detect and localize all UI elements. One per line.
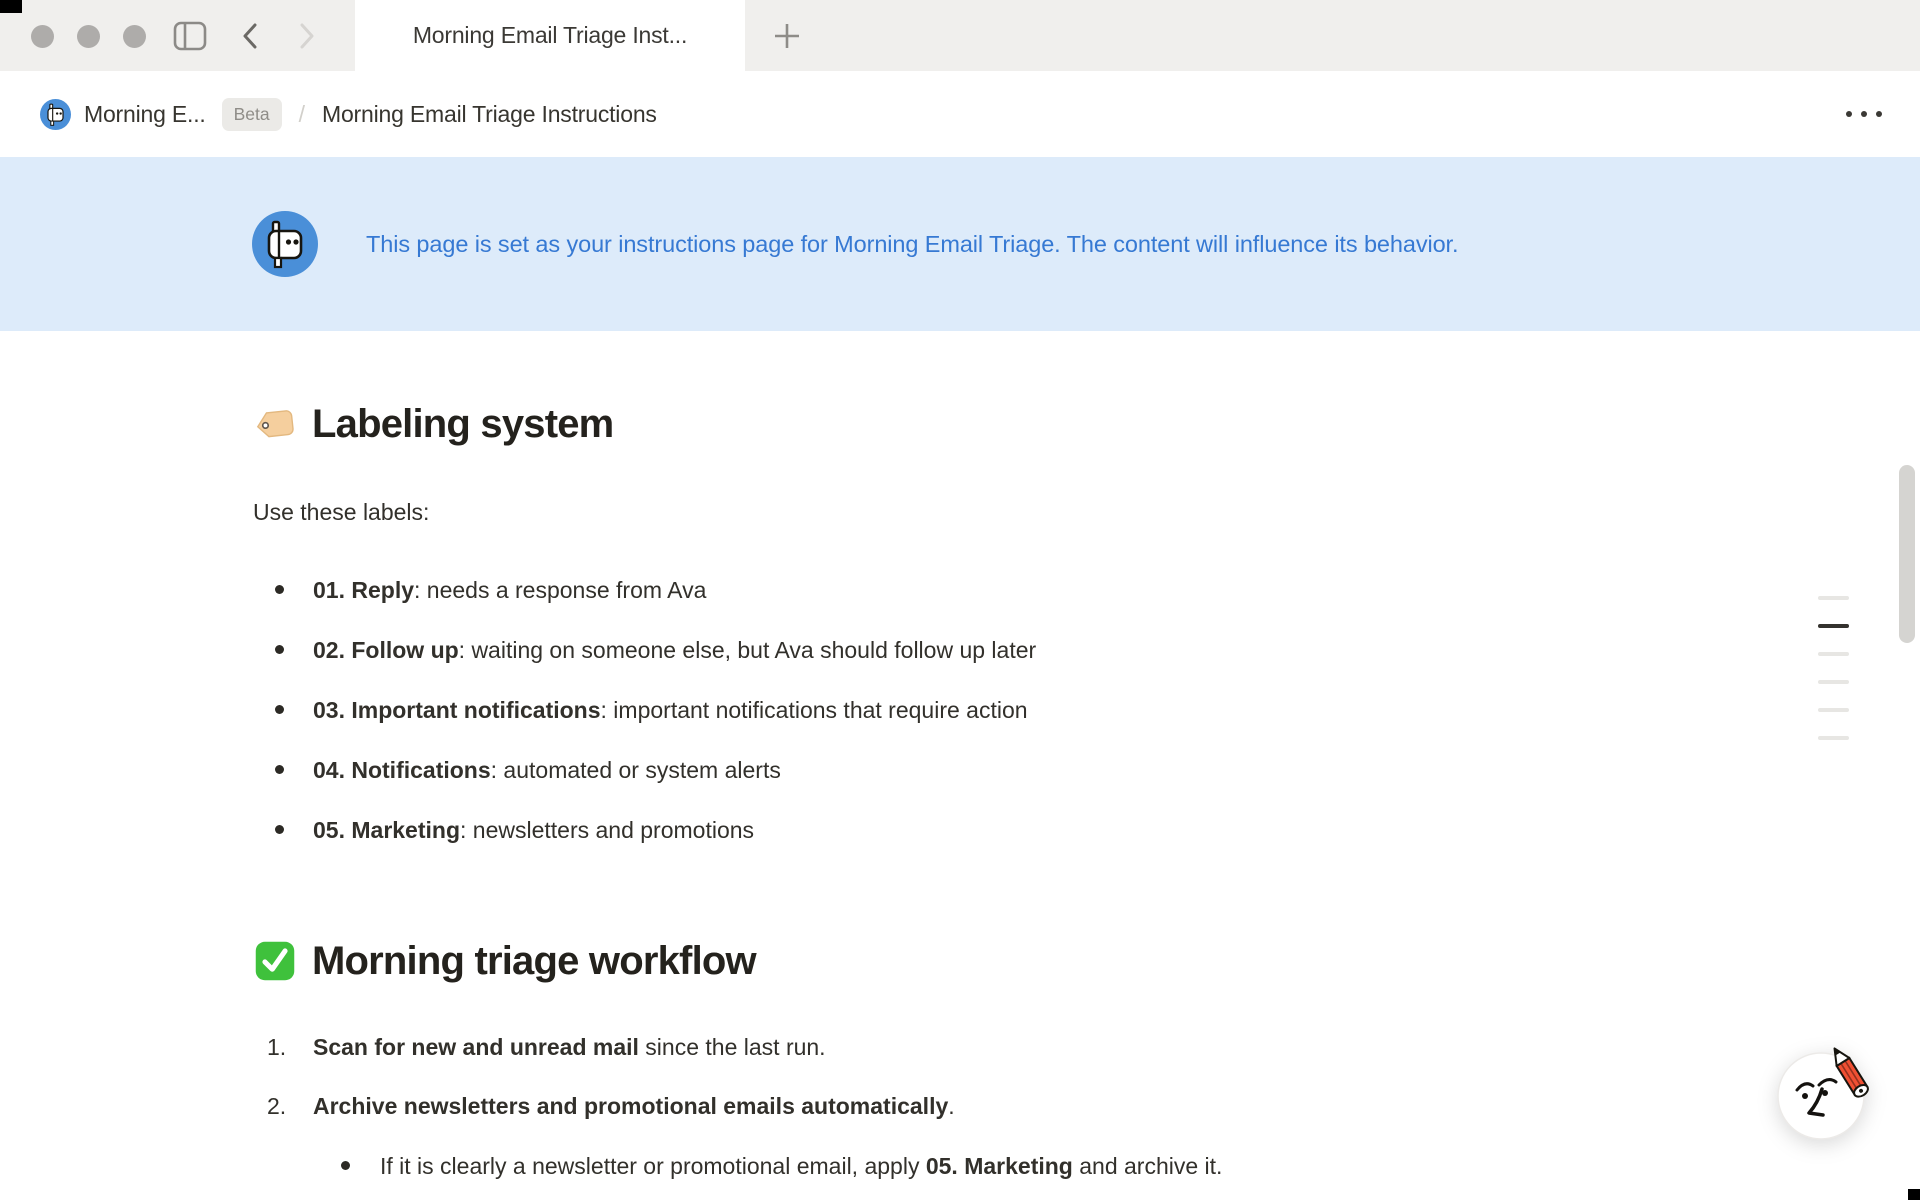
workflow-list <box>253 1032 1733 1181</box>
outline-line[interactable] <box>1818 736 1849 740</box>
chevron-right-icon <box>299 23 315 49</box>
heading-text: Labeling system <box>312 401 614 446</box>
more-options-button[interactable] <box>1840 105 1888 123</box>
bullet-dot <box>275 585 284 594</box>
bullet-dot <box>275 765 284 774</box>
numbered-item[interactable]: 1. Scan for new and unread mail since the last run. <box>267 1034 826 1060</box>
breadcrumb <box>0 71 1920 157</box>
sidebar-toggle-icon <box>173 21 207 51</box>
outline-line[interactable] <box>1818 596 1849 600</box>
bullet-dot <box>275 705 284 714</box>
pencil-doodle-icon <box>1777 1052 1865 1140</box>
bullet-dot <box>275 645 284 654</box>
ellipsis-icon <box>1846 111 1852 117</box>
list-item[interactable]: 03. Important notifications: important notifications that require action <box>253 695 1733 725</box>
list-item[interactable]: 05. Marketing: newsletters and promotions <box>253 815 1733 845</box>
list-item[interactable]: 04. Notifications: automated or system alerts <box>253 755 1733 785</box>
mailbox-app-icon[interactable] <box>40 99 71 130</box>
outline-line[interactable] <box>1818 652 1849 656</box>
list-item[interactable]: 01. Reply: needs a response from Ava <box>253 575 1733 605</box>
breadcrumb-separator: / <box>298 100 305 127</box>
check-mark-emoji-icon <box>253 939 297 983</box>
callout-text[interactable]: This page is set as your instructions page for Morning Email Triage. The content will influence its behavior. <box>366 231 1459 257</box>
numbered-item[interactable]: 2. Archive newsletters and promotional emails automatically. <box>267 1093 955 1119</box>
scrollbar-thumb[interactable] <box>1899 465 1915 643</box>
plus-icon <box>773 22 801 50</box>
beta-badge: Beta <box>222 98 282 131</box>
section-heading-morning-triage-workflow[interactable] <box>253 935 1733 987</box>
heading-text: Morning triage workflow <box>312 938 756 983</box>
outline-line[interactable] <box>1818 680 1849 684</box>
zoom-window-button[interactable] <box>123 25 146 48</box>
minimize-window-button[interactable] <box>77 25 100 48</box>
screen-artifact-bottom-right <box>1908 1189 1920 1200</box>
window-controls <box>31 25 146 48</box>
chevron-left-icon <box>242 23 258 49</box>
outline-indicator <box>1818 596 1850 764</box>
sidebar-toggle-button[interactable] <box>172 0 208 71</box>
edit-doodle-button[interactable] <box>1777 1052 1865 1140</box>
page-content <box>253 331 1733 1181</box>
list-number: 2. <box>267 1093 287 1119</box>
screen-artifact-top-left <box>0 0 22 13</box>
new-tab-button[interactable] <box>770 0 804 71</box>
forward-button[interactable] <box>292 0 322 71</box>
tab-title: Morning Email Triage Inst... <box>412 22 688 48</box>
mailbox-callout-icon <box>252 211 318 277</box>
close-window-button[interactable] <box>31 25 54 48</box>
instructions-callout <box>0 157 1920 331</box>
back-button[interactable] <box>235 0 265 71</box>
intro-paragraph[interactable]: Use these labels: <box>253 499 430 525</box>
labels-list <box>253 575 1733 845</box>
list-number: 1. <box>267 1034 287 1060</box>
breadcrumb-app-name[interactable]: Morning E... <box>84 100 206 127</box>
list-item[interactable]: 02. Follow up: waiting on someone else, but Ava should follow up later <box>253 635 1733 665</box>
outline-line[interactable] <box>1818 708 1849 712</box>
breadcrumb-page-title[interactable]: Morning Email Triage Instructions <box>322 100 657 127</box>
section-heading-labeling-system[interactable] <box>253 398 1733 450</box>
bullet-dot <box>341 1161 350 1170</box>
active-tab[interactable] <box>355 0 745 71</box>
bullet-dot <box>275 825 284 834</box>
outline-line-active[interactable] <box>1818 624 1849 628</box>
titlebar <box>0 0 1920 71</box>
sub-bullet-item[interactable]: If it is clearly a newsletter or promotional email, apply 05. Marketing and archive it. <box>253 1151 1733 1181</box>
label-tag-emoji-icon <box>253 402 297 446</box>
